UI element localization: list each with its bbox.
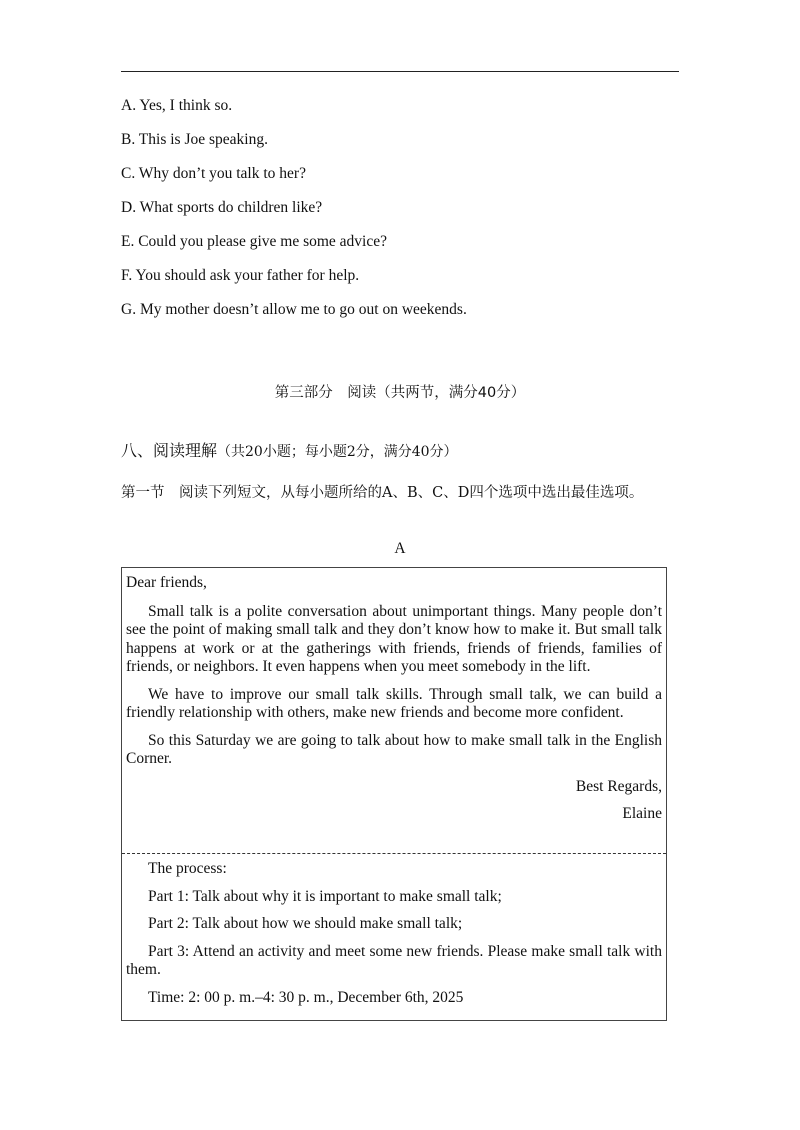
letter-paragraph: So this Saturday we are going to talk about how to make small talk in the English Corner. xyxy=(126,731,662,767)
answer-options xyxy=(121,96,681,334)
letter-salutation: Dear friends, xyxy=(126,574,207,591)
section-8-heading xyxy=(121,438,458,461)
process-part-3: Part 3: Attend an activity and meet some new friends. Please make small talk with them. xyxy=(126,942,662,978)
passage-box xyxy=(121,567,667,1021)
option-c: C. Why don’t you talk to her? xyxy=(121,165,306,182)
passage-label: A xyxy=(394,540,406,557)
option-e: E. Could you please give me some advice? xyxy=(121,233,388,250)
option-d: D. What sports do children like? xyxy=(121,199,323,216)
section-1-instruction: 第一节 阅读下列短文，从每小题所给的A、B、C、D四个选项中选出最佳选项。 xyxy=(121,485,644,501)
option-g: G. My mother doesn’t allow me to go out on weekends. xyxy=(121,301,467,318)
letter-closing: Best Regards, xyxy=(575,777,662,795)
section-8-title: 八、阅读理解 xyxy=(121,441,218,460)
option-f: F. You should ask your father for help. xyxy=(121,267,360,284)
letter-paragraph: We have to improve our small talk skills. Through small talk, we can build a friendly relationship with others, make new friends and become more confident. xyxy=(126,685,662,721)
option-a: A. Yes, I think so. xyxy=(121,97,233,114)
section-8-note: （共20小题；每小题2分，满分40分） xyxy=(217,444,458,460)
option-b: B. This is Joe speaking. xyxy=(121,131,268,148)
process-part-1: Part 1: Talk about why it is important to make small talk; xyxy=(148,887,502,905)
letter-signature: Elaine xyxy=(622,805,662,822)
letter-paragraph: Small talk is a polite conversation about unimportant things. Many people don’t see the point of making small talk and they don’t know how to make it. But small talk happens at work or at the gatherings with friends, friends of friends, families of friends, or neighbors. It even happens when you meet somebody in the lift. xyxy=(126,602,662,675)
letter xyxy=(122,568,666,824)
process-title: The process: xyxy=(148,860,227,877)
header-rule xyxy=(121,71,679,72)
part-title: 第三部分 阅读（共两节，满分40分） xyxy=(274,385,526,401)
process-section xyxy=(126,860,662,1016)
dashed-divider xyxy=(122,853,666,854)
process-time: Time: 2: 00 p. m.–4: 30 p. m., December 6th, 2025 xyxy=(148,988,464,1006)
process-part-2: Part 2: Talk about how we should make small talk; xyxy=(148,915,463,932)
